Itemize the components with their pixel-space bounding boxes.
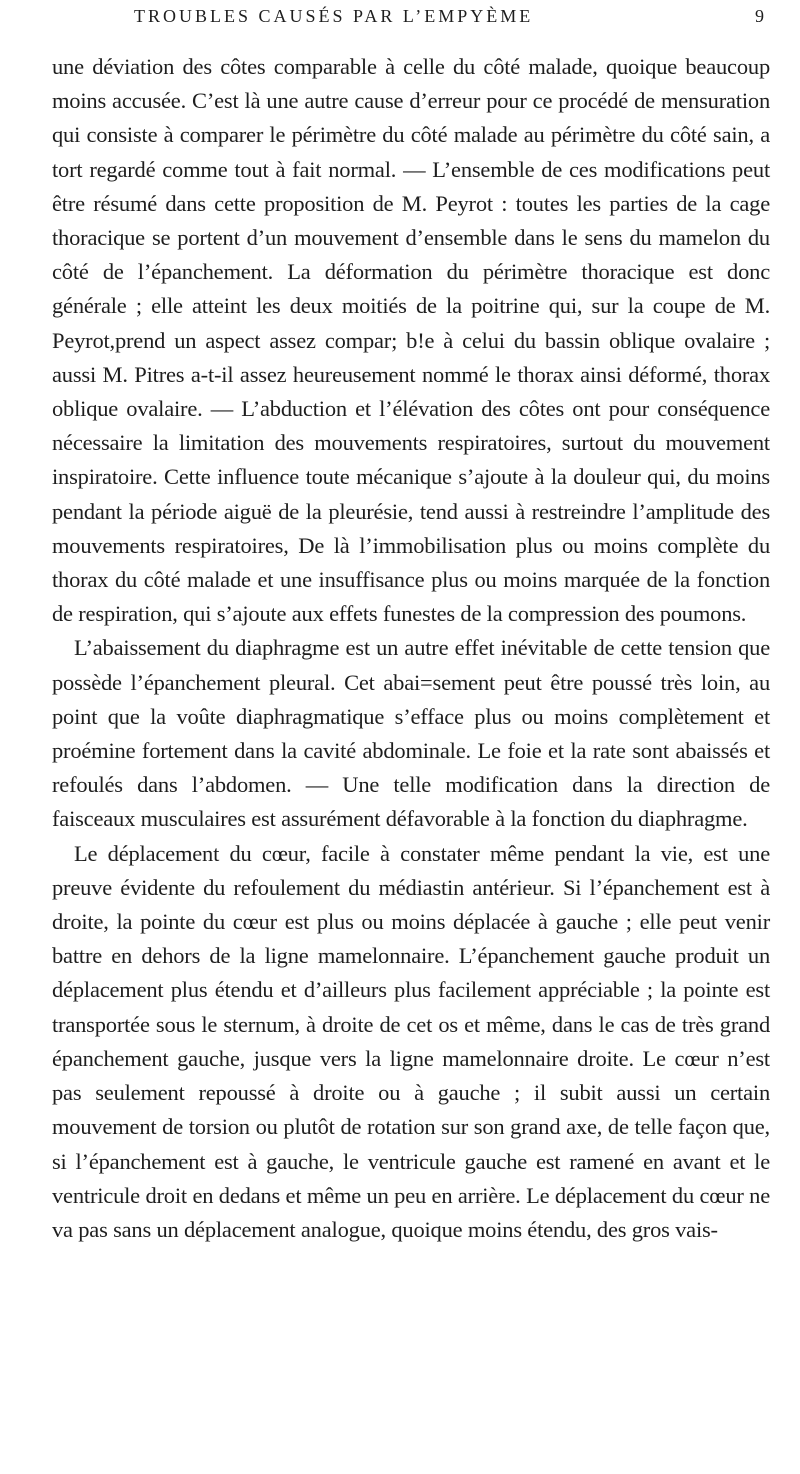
paragraph: une déviation des côtes comparable à celle du côté malade, quoique beaucoup moins accusée. C’est là une autre cause d’erreur pour ce procédé de mensuration qui consiste à comparer le périmètre du côté malade au périmètre du côté sain, a tort regardé comme tout à fait normal. — L’ensemble de ces modifications peut être résumé dans cette proposition de M. Peyrot : toutes les parties de la cage thoracique se portent d’un mouvement d’ensemble dans le sens du mamelon du côté de l’épanchement. La déformation du périmètre thoracique est donc générale ; elle atteint les deux moitiés de la poitrine qui, sur la coupe de M. Peyrot,prend un aspect assez compar; b!e à celui du bassin oblique ovalaire ; aussi M. Pitres a-t-il assez heureusement nommé le thorax ainsi déformé, thorax oblique ovalaire. — L’abduction et l’élévation des côtes ont pour conséquence nécessaire la limitation des mouvements respiratoires, surtout du mouvement inspiratoire. Cette influence toute mécanique s’ajoute à la douleur qui, du moins pendant la période aiguë de la pleurésie, tend aussi à restreindre l’amplitude des mouvements respiratoires, De là l’immobilisation plus ou moins complète du thorax du côté malade et une insuffisance plus ou moins marquée de la fonction de respiration, qui s’ajoute aux effets funestes de la compression des poumons. [52,54,770,627]
paragraph: L’abaissement du diaphragme est un autre effet inévitable de cette tension que possède l’épanchement pleural. Cet abai=sement peut être poussé très loin, au point que la voûte diaphragmatique s’efface plus ou moins complètement et proémine fortement dans la cavité abdominale. Le foie et la rate sont abaissés et refoulés dans l’abdomen. — Une telle modification dans la direction de faisceaux musculaires est assurément défavorable à la fonction du diaphragme. [52,635,770,832]
paragraph: Le déplacement du cœur, facile à constater même pendant la vie, est une preuve évidente du refoulement du médiastin antérieur. Si l’épanchement est à droite, la pointe du cœur est plus ou moins déplacée à gauche ; elle peut venir battre en dehors de la ligne mamelonnaire. L’épanchement gauche produit un déplacement plus étendu et d’ailleurs plus facilement appréciable ; la pointe est transportée sous le sternum, à droite de cet os et même, dans le cas de très grand épanchement gauche, jusque vers la ligne mamelonnaire droite. Le cœur n’est pas seulement repoussé à droite ou à gauche ; il subit aussi un certain mouvement de torsion ou plutôt de rotation sur son grand axe, de telle façon que, si l’épanchement est à gauche, le ventricule gauche est ramené en avant et le ventricule droit en dedans et même un peu en arrière. Le déplacement du cœur ne va pas sans un déplacement analogue, quoique moins étendu, des gros vais- [52,840,770,1242]
running-head [52,6,770,40]
body-text [52,50,770,1247]
page-number: 9 [755,6,764,26]
running-title: TROUBLES CAUSÉS PAR L’EMPYÈME [134,6,534,26]
